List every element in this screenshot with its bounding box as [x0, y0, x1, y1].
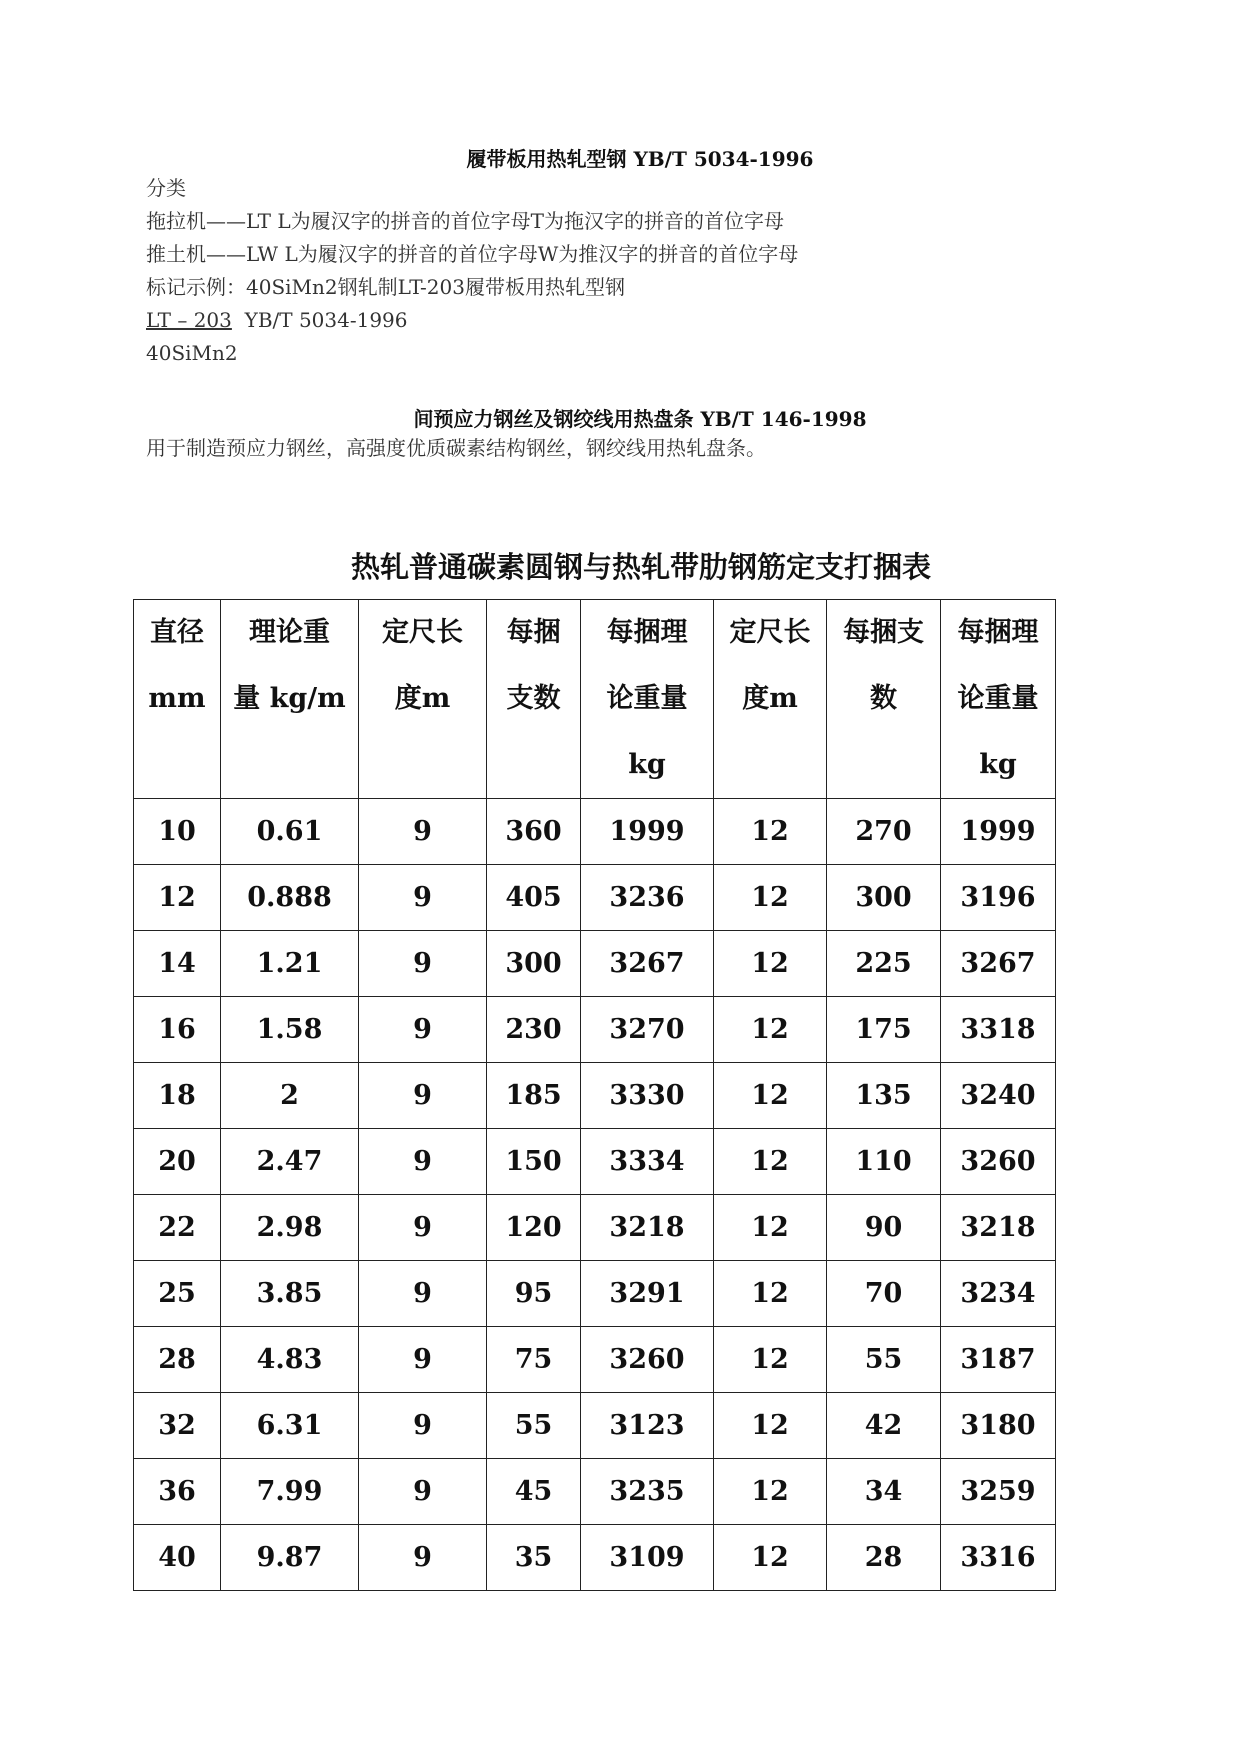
- classification-label: 分类: [146, 176, 186, 200]
- pieces-9-cell: 300: [487, 931, 581, 997]
- diameter-cell: 32: [134, 1393, 221, 1459]
- table-row: [134, 865, 1056, 931]
- fixed-length-12-cell: 12: [714, 1261, 827, 1327]
- bundle-weight-12-cell: 3187: [941, 1327, 1056, 1393]
- bundle-weight-9-cell: 3218: [581, 1195, 714, 1261]
- fixed-length-9-cell: 9: [359, 1525, 487, 1591]
- weight-per-meter-cell: 1.21: [221, 931, 359, 997]
- weight-per-meter-cell: 7.99: [221, 1459, 359, 1525]
- table-row: [134, 1393, 1056, 1459]
- pieces-12-cell: 225: [827, 931, 941, 997]
- bulldozer-definition: 推土机——LW L为履汉字的拼音的首位字母W为推汉字的拼音的首位字母: [146, 242, 799, 266]
- bundle-weight-9-cell: 3270: [581, 997, 714, 1063]
- fixed-length-12-cell: 12: [714, 1393, 827, 1459]
- table-row: [134, 799, 1056, 865]
- bundle-weight-12-cell: 3318: [941, 997, 1056, 1063]
- table-row: [134, 1063, 1056, 1129]
- weight-per-meter-cell: 0.888: [221, 865, 359, 931]
- fixed-length-9-cell: 9: [359, 931, 487, 997]
- weight-per-meter-cell: 2: [221, 1063, 359, 1129]
- bundle-weight-12-cell: 3316: [941, 1525, 1056, 1591]
- marking-grade: 40SiMn2: [146, 341, 238, 365]
- header-bundle-weight-9: 每捆理 论重量 kg: [581, 600, 714, 799]
- header-pieces-per-bundle-12: 每捆支 数: [827, 600, 941, 799]
- diameter-cell: 20: [134, 1129, 221, 1195]
- fixed-length-9-cell: 9: [359, 1393, 487, 1459]
- bundle-weight-12-cell: 3240: [941, 1063, 1056, 1129]
- pieces-12-cell: 42: [827, 1393, 941, 1459]
- pieces-9-cell: 95: [487, 1261, 581, 1327]
- bundle-weight-9-cell: 1999: [581, 799, 714, 865]
- table-row: [134, 1129, 1056, 1195]
- fixed-length-9-cell: 9: [359, 1063, 487, 1129]
- pieces-12-cell: 135: [827, 1063, 941, 1129]
- tractor-definition: 拖拉机——LT L为履汉字的拼音的首位字母T为拖汉字的拼音的首位字母: [146, 209, 784, 233]
- marking-line: [146, 304, 408, 337]
- weight-per-meter-cell: 3.85: [221, 1261, 359, 1327]
- diameter-cell: 14: [134, 931, 221, 997]
- fixed-length-9-cell: 9: [359, 1195, 487, 1261]
- bundle-table-title: 热轧普通碳素圆钢与热轧带肋钢筋定支打捆表: [350, 550, 931, 584]
- diameter-cell: 36: [134, 1459, 221, 1525]
- bundle-weight-9-cell: 3235: [581, 1459, 714, 1525]
- diameter-cell: 22: [134, 1195, 221, 1261]
- fixed-length-12-cell: 12: [714, 799, 827, 865]
- bundle-weight-9-cell: 3236: [581, 865, 714, 931]
- fixed-length-12-cell: 12: [714, 1063, 827, 1129]
- bundle-weight-12-cell: 3196: [941, 865, 1056, 931]
- bundle-weight-12-cell: 3234: [941, 1261, 1056, 1327]
- table-row: [134, 1261, 1056, 1327]
- header-theoretical-weight: 理论重 量 kg/m: [221, 600, 359, 799]
- pieces-12-cell: 55: [827, 1327, 941, 1393]
- marking-example: 标记示例：40SiMn2钢轧制LT-203履带板用热轧型钢: [146, 275, 625, 299]
- section-title-prestressed-wire-rod: 间预应力钢丝及钢绞线用热盘条 YB/T 146-1998: [413, 407, 867, 431]
- bundle-weight-12-cell: 3180: [941, 1393, 1056, 1459]
- bundle-weight-12-cell: 3267: [941, 931, 1056, 997]
- header-diameter: 直径 mm: [134, 600, 221, 799]
- bundle-weight-12-cell: 3259: [941, 1459, 1056, 1525]
- diameter-cell: 10: [134, 799, 221, 865]
- pieces-9-cell: 45: [487, 1459, 581, 1525]
- pieces-9-cell: 75: [487, 1327, 581, 1393]
- fixed-length-9-cell: 9: [359, 1261, 487, 1327]
- pieces-12-cell: 110: [827, 1129, 941, 1195]
- table-body: [134, 799, 1056, 1591]
- bundle-weight-9-cell: 3330: [581, 1063, 714, 1129]
- pieces-9-cell: 150: [487, 1129, 581, 1195]
- bundle-weight-9-cell: 3109: [581, 1525, 714, 1591]
- weight-per-meter-cell: 9.87: [221, 1525, 359, 1591]
- fixed-length-9-cell: 9: [359, 997, 487, 1063]
- pieces-12-cell: 34: [827, 1459, 941, 1525]
- bundle-weight-12-cell: 1999: [941, 799, 1056, 865]
- fixed-length-9-cell: 9: [359, 1327, 487, 1393]
- fixed-length-9-cell: 9: [359, 1129, 487, 1195]
- bundle-weight-9-cell: 3260: [581, 1327, 714, 1393]
- diameter-cell: 18: [134, 1063, 221, 1129]
- bundle-weight-9-cell: 3267: [581, 931, 714, 997]
- fixed-length-12-cell: 12: [714, 931, 827, 997]
- pieces-9-cell: 230: [487, 997, 581, 1063]
- table-header-row: [134, 600, 1056, 799]
- fixed-length-9-cell: 9: [359, 1459, 487, 1525]
- weight-per-meter-cell: 2.47: [221, 1129, 359, 1195]
- fixed-length-12-cell: 12: [714, 1195, 827, 1261]
- header-fixed-length-12: 定尺长 度m: [714, 600, 827, 799]
- diameter-cell: 12: [134, 865, 221, 931]
- bundle-weight-9-cell: 3291: [581, 1261, 714, 1327]
- pieces-12-cell: 300: [827, 865, 941, 931]
- pieces-12-cell: 175: [827, 997, 941, 1063]
- pieces-9-cell: 405: [487, 865, 581, 931]
- weight-per-meter-cell: 1.58: [221, 997, 359, 1063]
- table-row: [134, 997, 1056, 1063]
- pieces-12-cell: 90: [827, 1195, 941, 1261]
- pieces-12-cell: 270: [827, 799, 941, 865]
- pieces-9-cell: 360: [487, 799, 581, 865]
- bundle-weight-9-cell: 3123: [581, 1393, 714, 1459]
- diameter-cell: 40: [134, 1525, 221, 1591]
- bundle-weight-12-cell: 3218: [941, 1195, 1056, 1261]
- table-row: [134, 1195, 1056, 1261]
- table-row: [134, 1459, 1056, 1525]
- pieces-12-cell: 70: [827, 1261, 941, 1327]
- fixed-length-12-cell: 12: [714, 1459, 827, 1525]
- pieces-9-cell: 55: [487, 1393, 581, 1459]
- table-row: [134, 1327, 1056, 1393]
- table-row: [134, 1525, 1056, 1591]
- wire-rod-usage: 用于制造预应力钢丝，高强度优质碳素结构钢丝，钢绞线用热轧盘条。: [146, 436, 766, 460]
- section-title-track-plate: 履带板用热轧型钢 YB/T 5034-1996: [466, 147, 814, 171]
- marking-standard: YB/T 5034-1996: [244, 308, 408, 332]
- pieces-9-cell: 120: [487, 1195, 581, 1261]
- fixed-length-12-cell: 12: [714, 1327, 827, 1393]
- diameter-cell: 28: [134, 1327, 221, 1393]
- pieces-9-cell: 35: [487, 1525, 581, 1591]
- fixed-length-12-cell: 12: [714, 865, 827, 931]
- weight-per-meter-cell: 6.31: [221, 1393, 359, 1459]
- header-pieces-per-bundle-9: 每捆 支数: [487, 600, 581, 799]
- fixed-length-12-cell: 12: [714, 997, 827, 1063]
- fixed-length-9-cell: 9: [359, 865, 487, 931]
- weight-per-meter-cell: 4.83: [221, 1327, 359, 1393]
- bundle-weight-9-cell: 3334: [581, 1129, 714, 1195]
- weight-per-meter-cell: 2.98: [221, 1195, 359, 1261]
- weight-per-meter-cell: 0.61: [221, 799, 359, 865]
- header-fixed-length-9: 定尺长 度m: [359, 600, 487, 799]
- diameter-cell: 25: [134, 1261, 221, 1327]
- pieces-9-cell: 185: [487, 1063, 581, 1129]
- marking-code: LT – 203: [146, 308, 232, 332]
- header-bundle-weight-12: 每捆理 论重量 kg: [941, 600, 1056, 799]
- table-row: [134, 931, 1056, 997]
- fixed-length-9-cell: 9: [359, 799, 487, 865]
- diameter-cell: 16: [134, 997, 221, 1063]
- fixed-length-12-cell: 12: [714, 1129, 827, 1195]
- pieces-12-cell: 28: [827, 1525, 941, 1591]
- bundle-table: [133, 599, 1056, 1591]
- bundle-weight-12-cell: 3260: [941, 1129, 1056, 1195]
- fixed-length-12-cell: 12: [714, 1525, 827, 1591]
